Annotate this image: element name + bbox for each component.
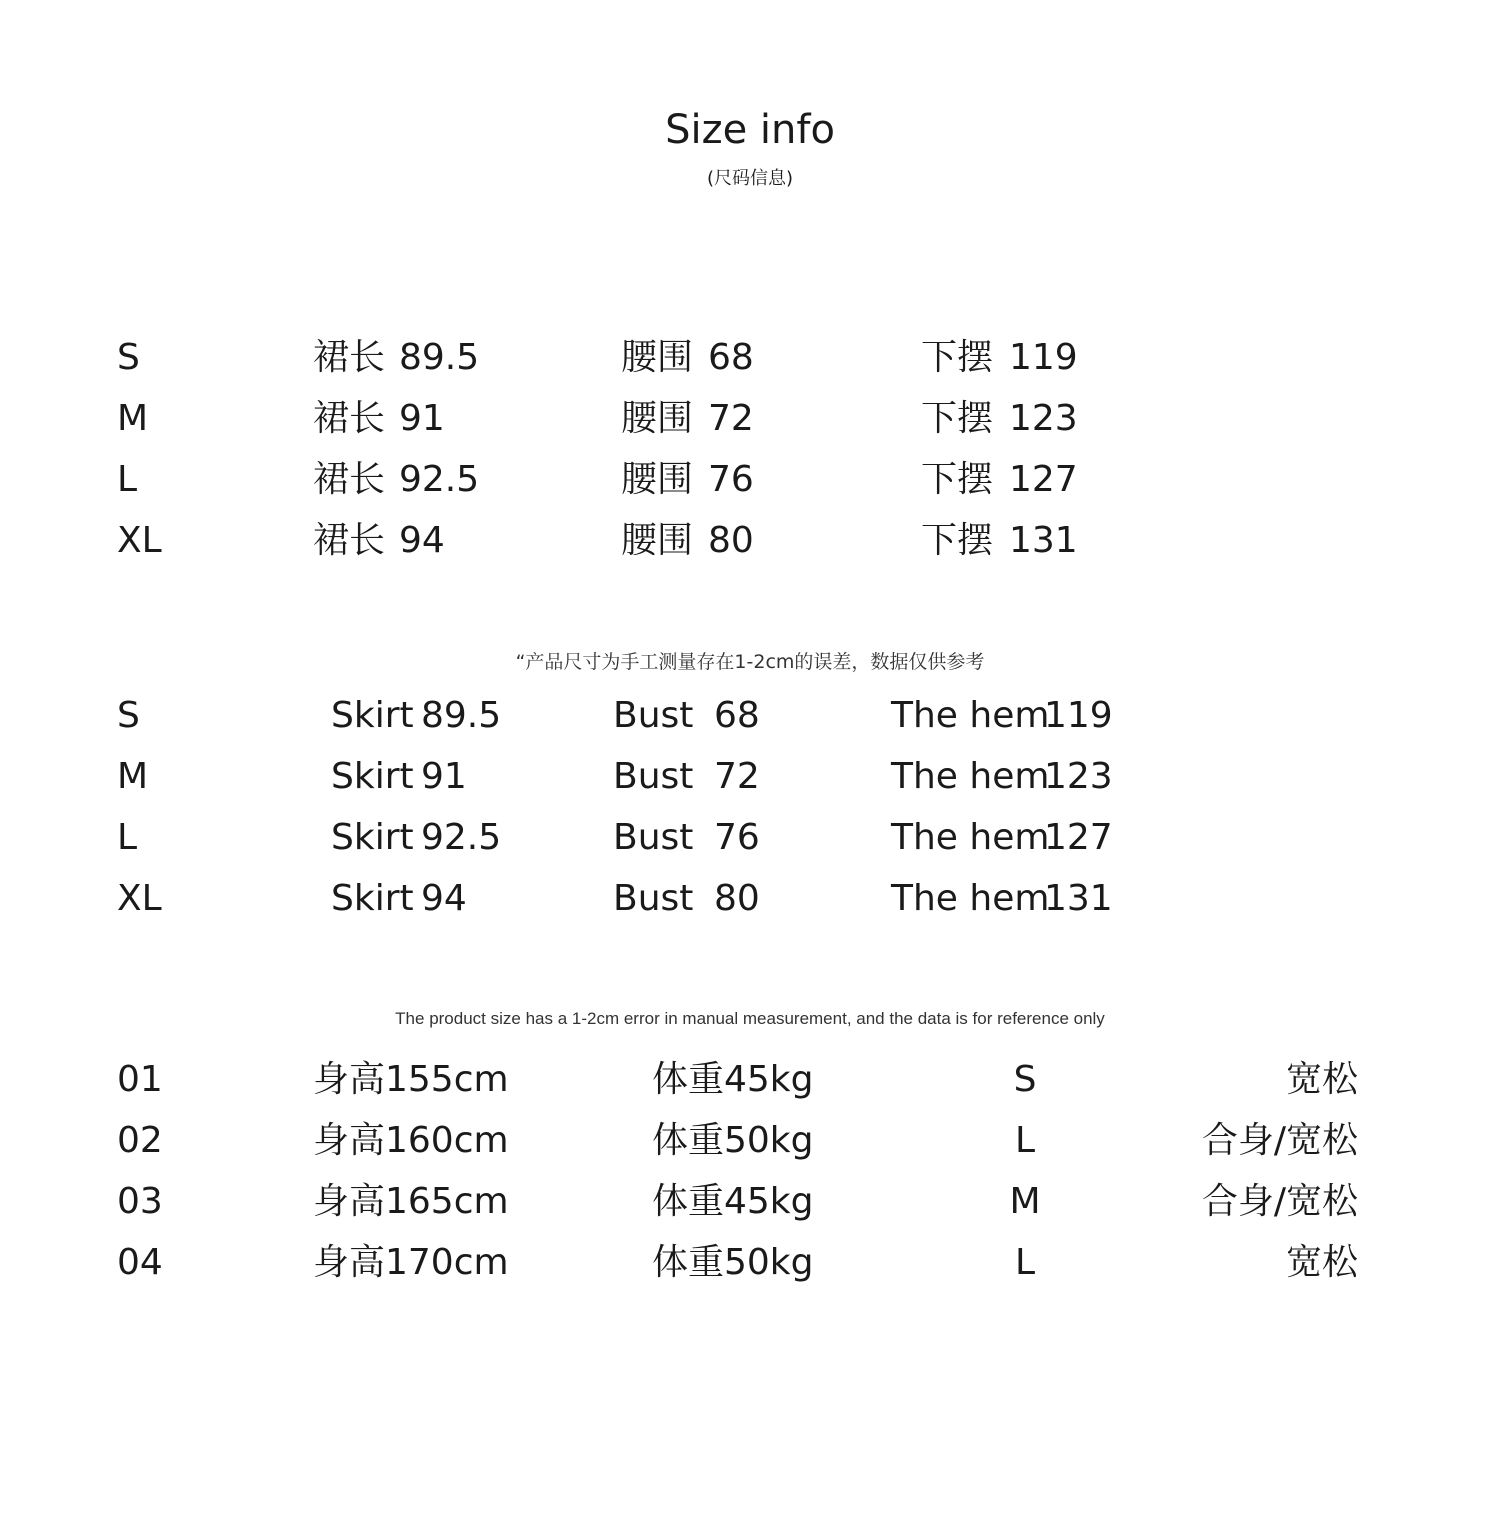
bust-label: Bust <box>613 817 694 858</box>
waist-label: 腰围 <box>621 520 694 561</box>
hem-value: 123 <box>1044 756 1113 797</box>
size-label: M <box>117 756 149 797</box>
size-label: M <box>117 398 149 439</box>
hem-label: 下摆 <box>921 337 994 378</box>
size-label: S <box>117 695 140 736</box>
hem-label: The hem <box>891 756 1050 797</box>
table-row <box>0 449 1500 510</box>
model-size: L <box>1014 1242 1036 1283</box>
hem-label: The hem <box>891 878 1050 919</box>
size-label: S <box>117 337 140 378</box>
bust-value: 72 <box>714 756 760 797</box>
hem-value: 131 <box>1009 520 1078 561</box>
bust-label: Bust <box>613 695 694 736</box>
table-row <box>0 1232 1500 1293</box>
skirt-length-label: 裙长 <box>313 337 386 378</box>
waist-label: 腰围 <box>621 459 694 500</box>
waist-value: 72 <box>708 398 754 439</box>
hem-value: 123 <box>1009 398 1078 439</box>
model-height: 身高165cm <box>313 1181 509 1222</box>
model-id: 02 <box>117 1120 163 1161</box>
model-height: 身高160cm <box>313 1120 509 1161</box>
skirt-value: 94 <box>421 878 467 919</box>
skirt-label: Skirt <box>331 695 414 736</box>
skirt-label: Skirt <box>331 817 414 858</box>
hem-label: 下摆 <box>921 520 994 561</box>
skirt-value: 91 <box>421 756 467 797</box>
size-label: L <box>117 459 138 500</box>
table-row <box>0 685 1500 746</box>
page-title: Size info <box>665 107 835 153</box>
waist-value: 80 <box>708 520 754 561</box>
table-row <box>0 1171 1500 1232</box>
model-id: 01 <box>117 1059 163 1100</box>
table-row <box>0 868 1500 929</box>
hem-label: The hem <box>891 817 1050 858</box>
hem-value: 131 <box>1044 878 1113 919</box>
table-row <box>0 1110 1500 1171</box>
skirt-value: 89.5 <box>421 695 502 736</box>
table-row <box>0 746 1500 807</box>
model-fit: 宽松 <box>1285 1242 1358 1283</box>
size-label: XL <box>117 878 162 919</box>
waist-value: 68 <box>708 337 754 378</box>
model-fit: 合身/宽松 <box>1201 1181 1358 1222</box>
model-size: S <box>1013 1059 1037 1100</box>
model-fit: 宽松 <box>1285 1059 1358 1100</box>
bust-value: 68 <box>714 695 760 736</box>
hem-value: 119 <box>1044 695 1113 736</box>
hem-value: 127 <box>1044 817 1113 858</box>
skirt-length-label: 裙长 <box>313 520 386 561</box>
hem-value: 127 <box>1009 459 1078 500</box>
waist-label: 腰围 <box>621 398 694 439</box>
waist-value: 76 <box>708 459 754 500</box>
model-weight: 体重45kg <box>652 1059 814 1100</box>
model-weight: 体重45kg <box>652 1181 814 1222</box>
hem-label: 下摆 <box>921 459 994 500</box>
skirt-value: 92.5 <box>421 817 502 858</box>
model-weight: 体重50kg <box>652 1120 814 1161</box>
bust-label: Bust <box>613 878 694 919</box>
model-size: L <box>1014 1120 1036 1161</box>
size-label: L <box>117 817 138 858</box>
hem-label: 下摆 <box>921 398 994 439</box>
table-row <box>0 807 1500 868</box>
model-id: 04 <box>117 1242 163 1283</box>
measurement-note-cn: “产品尺寸为手工测量存在1-2cm的误差，数据仅供参考 <box>515 651 985 673</box>
table-row <box>0 388 1500 449</box>
model-height: 身高155cm <box>313 1059 509 1100</box>
model-weight: 体重50kg <box>652 1242 814 1283</box>
model-fit: 合身/宽松 <box>1201 1120 1358 1161</box>
model-id: 03 <box>117 1181 163 1222</box>
measurement-note-en: The product size has a 1-2cm error in manual measurement, and the data is for reference only <box>395 1009 1105 1028</box>
skirt-length-value: 92.5 <box>399 459 480 500</box>
skirt-length-label: 裙长 <box>313 459 386 500</box>
bust-label: Bust <box>613 756 694 797</box>
table-row <box>0 1049 1500 1110</box>
skirt-length-value: 94 <box>399 520 445 561</box>
page-subtitle: (尺码信息) <box>706 168 794 189</box>
waist-label: 腰围 <box>621 337 694 378</box>
bust-value: 76 <box>714 817 760 858</box>
model-size: M <box>1009 1181 1041 1222</box>
table-row <box>0 510 1500 571</box>
size-label: XL <box>117 520 162 561</box>
skirt-length-label: 裙长 <box>313 398 386 439</box>
hem-label: The hem <box>891 695 1050 736</box>
bust-value: 80 <box>714 878 760 919</box>
skirt-label: Skirt <box>331 756 414 797</box>
skirt-length-value: 89.5 <box>399 337 480 378</box>
hem-value: 119 <box>1009 337 1078 378</box>
model-height: 身高170cm <box>313 1242 509 1283</box>
table-row <box>0 327 1500 388</box>
skirt-label: Skirt <box>331 878 414 919</box>
skirt-length-value: 91 <box>399 398 445 439</box>
